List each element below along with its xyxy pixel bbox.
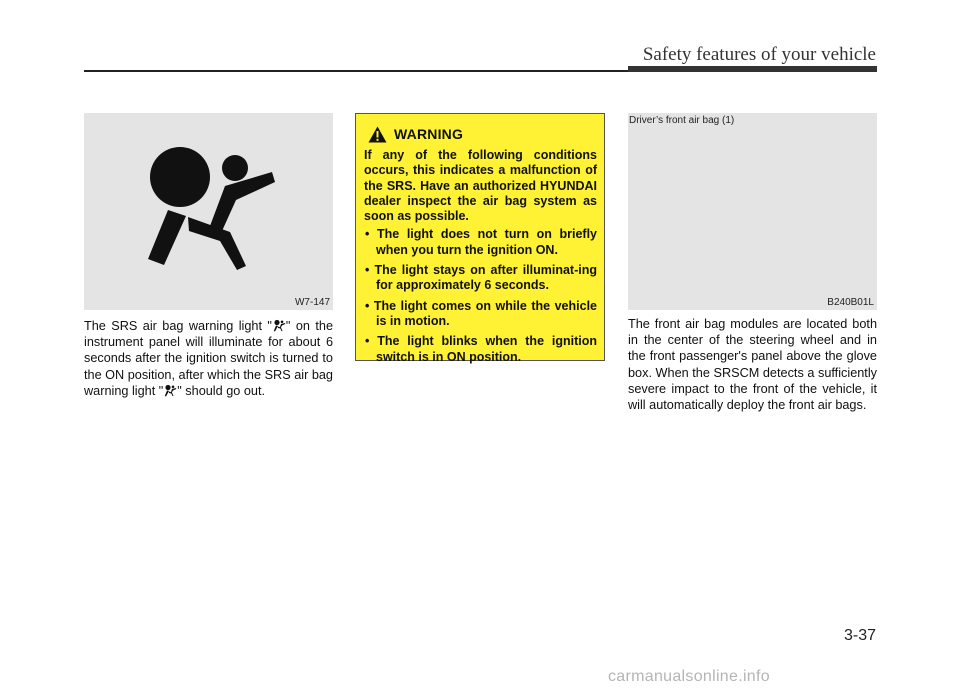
page-number: 3-37 <box>843 627 876 644</box>
driver-airbag-figure <box>628 113 877 310</box>
warning-triangle-icon <box>368 126 387 143</box>
warning-item: • The light does not turn on briefly when you turn the ignition ON. <box>365 227 597 257</box>
airbag-warning-figure <box>84 113 333 310</box>
left-text-part3: " should go out. <box>177 383 266 398</box>
warning-intro: If any of the following conditions occurs, this indicates a malfunction of the SRS. Have an authorized HYUNDAI dealer inspect the air bag system as soon as possible. <box>364 148 597 224</box>
warning-header <box>364 124 597 144</box>
figure-code: B240B01L <box>827 297 874 308</box>
warning-title: WARNING <box>394 126 464 142</box>
airbag-warning-icon <box>163 384 177 397</box>
warning-list <box>364 227 597 364</box>
warning-item: • The light comes on while the vehicle is in motion. <box>365 298 597 328</box>
right-paragraph: The front air bag modules are located both in the center of the steering wheel and in the front passenger's panel above the glove box. When the SRSCM detects a sufficiently severe impact to the front of the vehicle, it will automatically deploy the front air bags. <box>628 317 877 413</box>
airbag-warning-icon <box>272 319 286 332</box>
header-rule-accent <box>628 66 877 72</box>
figure-caption: Driver’s front air bag (1) <box>629 115 735 126</box>
warning-box <box>355 113 605 364</box>
airbag-warning-icon <box>84 113 333 310</box>
figure-code: W7-147 <box>294 297 330 308</box>
warning-item: • The light stays on after illuminat-ing for approximately 6 seconds. <box>365 263 597 293</box>
left-text-part1: The SRS air bag warning light " <box>84 319 272 333</box>
watermark: carmanualsonline.info <box>608 668 770 685</box>
header-title: Safety features of your vehicle <box>642 44 876 65</box>
left-text-part2: " on the instrument panel will illuminate for about 6 seconds after the ignition switch is turned to the ON position, after which the SRS air bag warning light " <box>84 319 334 398</box>
warning-item: • The light blinks when the ignition switch is in ON position. <box>365 334 597 364</box>
left-paragraph <box>84 318 333 399</box>
